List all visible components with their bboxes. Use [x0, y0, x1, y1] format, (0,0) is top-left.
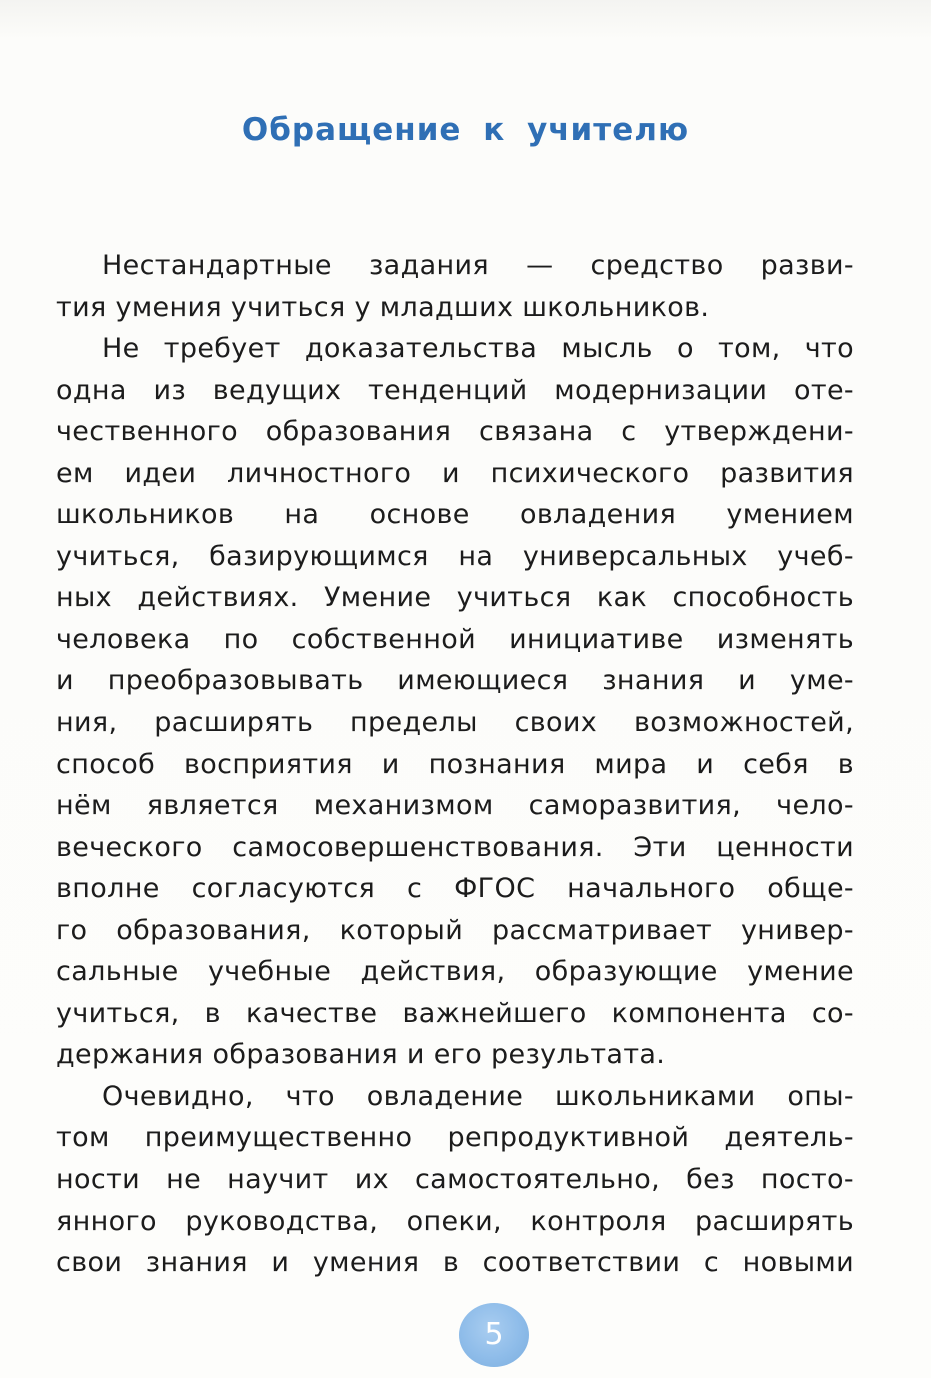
- text-line: янного руководства, опеки, контроля расширять: [56, 1205, 854, 1237]
- text-line: ных действиях. Умение учиться как способность: [56, 582, 854, 614]
- text-line: нём является механизмом саморазвития, чело-: [56, 790, 854, 822]
- text-line: сальные учебные действия, образующие умение: [56, 956, 854, 988]
- text-line: учиться, базирующимся на универсальных учеб-: [56, 540, 854, 572]
- text-line: Нестандартные задания — средство разви-: [102, 250, 854, 281]
- text-line: ности не научит их самостоятельно, без посто-: [56, 1164, 854, 1196]
- text-line: вполне согласуются с ФГОС начального обще-: [56, 873, 854, 905]
- text-line: Не требует доказательства мысль о том, что: [102, 333, 854, 365]
- text-line: держания образования и его результата.: [56, 1039, 666, 1071]
- text-line: одна из ведущих тенденций модернизации оте-: [56, 374, 854, 406]
- page-title: Обращение к учителю: [241, 112, 690, 148]
- body-text: [56, 245, 854, 1284]
- text-line: веческого самосовершенствования. Эти ценности: [56, 831, 854, 863]
- text-line: способ восприятия и познания мира и себя в: [56, 748, 854, 780]
- text-line: свои знания и умения в соответствии с новыми: [56, 1247, 854, 1279]
- text-line: учиться, в качестве важнейшего компонента со-: [56, 997, 854, 1029]
- text-line: том преимущественно репродуктивной деятель-: [56, 1122, 854, 1154]
- text-line: и преобразовывать имеющиеся знания и уме-: [56, 665, 854, 697]
- text-line: ем идеи личностного и психического развития: [56, 457, 854, 489]
- text-line: чественного образования связана с утверждени-: [56, 416, 854, 448]
- page-number-badge: 5: [459, 1303, 529, 1367]
- text-line: ния, расширять пределы своих возможностей,: [56, 707, 854, 739]
- text-line: Очевидно, что овладение школьниками опы-: [102, 1080, 854, 1112]
- text-line: школьников на основе овладения умением: [56, 499, 854, 531]
- text-line: тия умения учиться у младших школьников.: [56, 291, 710, 323]
- text-line: человека по собственной инициативе изменять: [56, 623, 854, 655]
- text-line: го образования, который рассматривает универ-: [56, 914, 854, 946]
